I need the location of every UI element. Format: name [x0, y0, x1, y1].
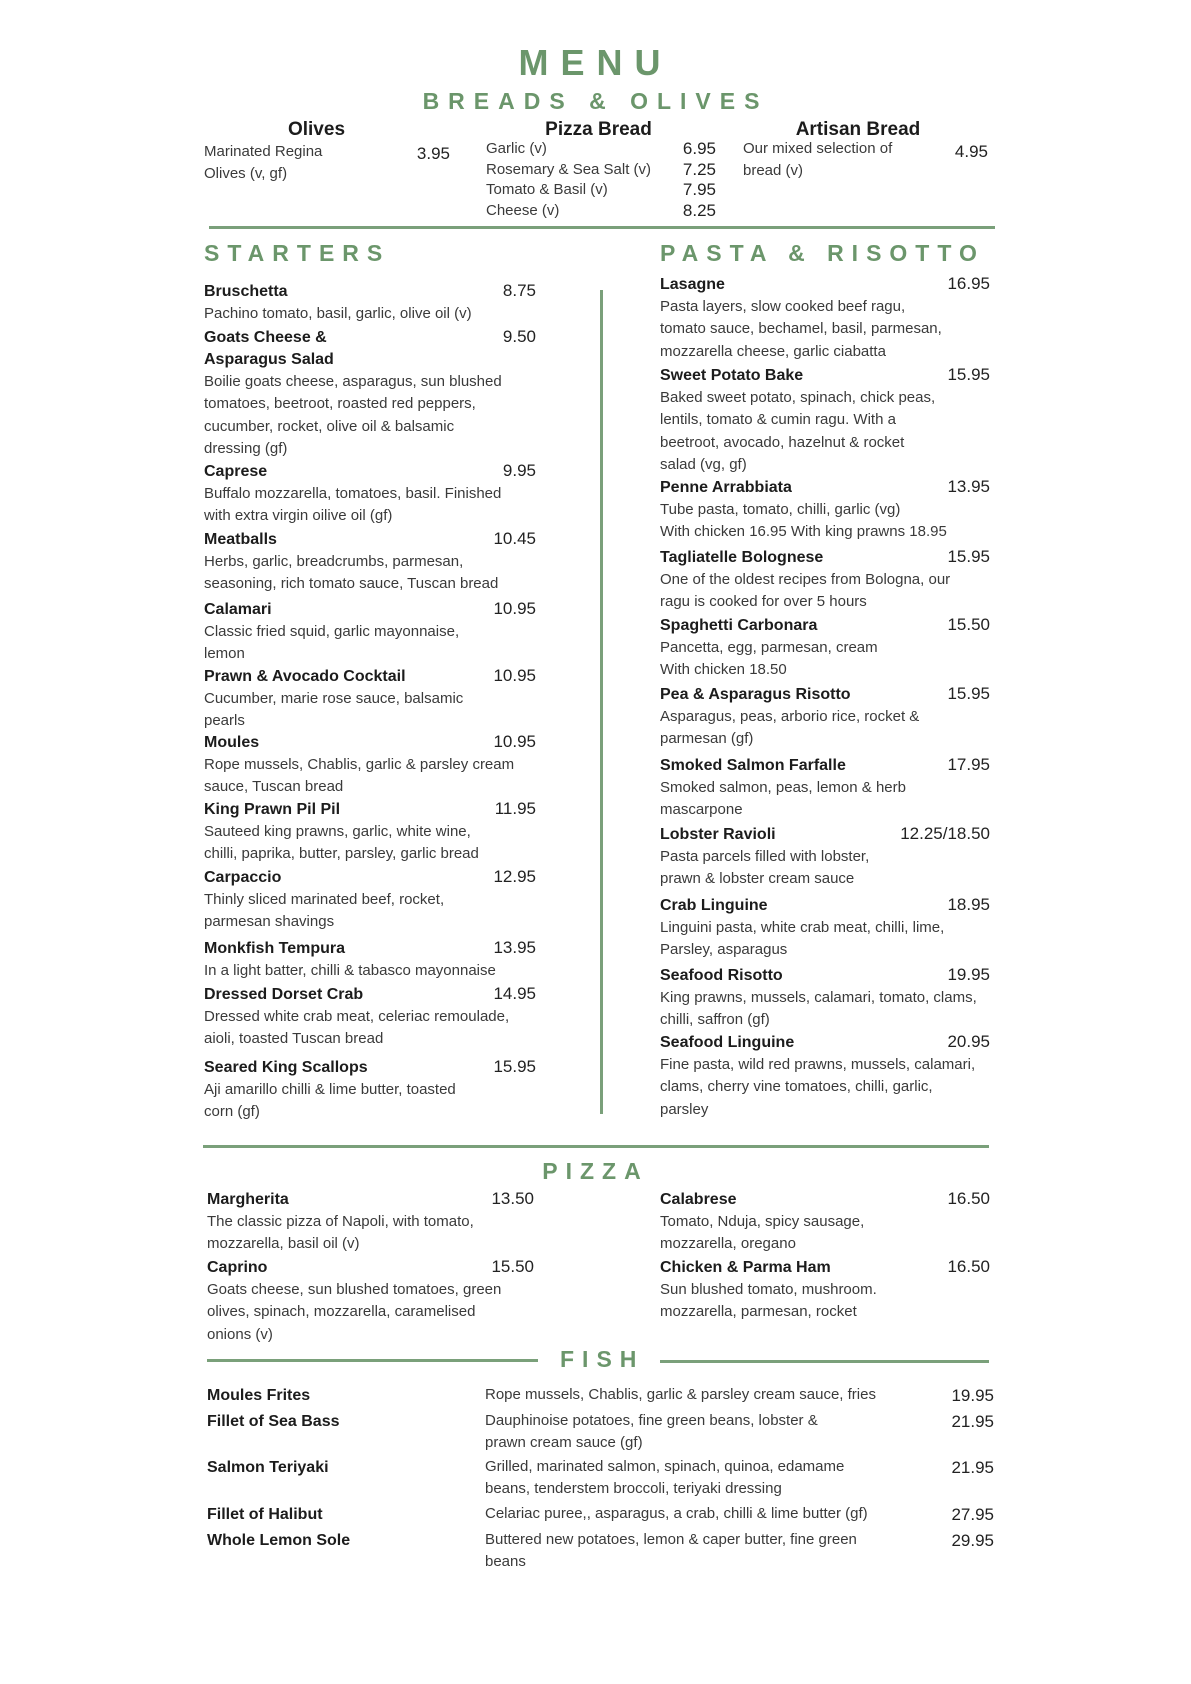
item-price: 15.50	[491, 1257, 534, 1276]
item-desc: King prawns, mussels, calamari, tomato, clams, chilli, saffron (gf)	[660, 989, 977, 1029]
item-price: 16.95	[947, 274, 990, 293]
item-name: Pea & Asparagus Risotto	[660, 686, 851, 703]
menu-title: MENU	[518, 42, 673, 83]
item-name: Seafood Linguine	[660, 1034, 795, 1051]
menu-item	[660, 1189, 990, 1256]
item-name: Prawn & Avocado Cocktail	[204, 668, 406, 685]
item-price: 13.95	[947, 477, 990, 496]
menu-item	[660, 615, 990, 682]
item-desc: Sun blushed tomato, mushroom. mozzarella, parmesan, rocket	[660, 1281, 877, 1321]
item-desc: Tube pasta, tomato, chilli, garlic (vg) With chicken 16.95 With king prawns 18.95	[660, 501, 947, 541]
item-name: Lasagne	[660, 276, 725, 293]
item-price: 20.95	[947, 1032, 990, 1051]
menu-item	[660, 547, 990, 614]
item-price: 16.50	[947, 1189, 990, 1208]
item-price: 9.95	[502, 461, 536, 480]
item-price: 6.95	[682, 139, 716, 158]
item-price: 15.95	[493, 1057, 536, 1076]
item-name: Caprino	[207, 1259, 268, 1276]
menu-item	[204, 1057, 536, 1124]
column-divider	[600, 290, 603, 1114]
menu-item	[204, 732, 536, 799]
item-desc: Buttered new potatoes, lemon & caper butter, fine green beans	[485, 1531, 857, 1571]
item-desc: Herbs, garlic, breadcrumbs, parmesan, seasoning, rich tomato sauce, Tuscan bread	[204, 553, 499, 593]
menu-item	[204, 529, 536, 596]
artisan-bread-title: Artisan Bread	[795, 119, 921, 140]
menu-item	[204, 666, 536, 733]
menu-item	[660, 274, 990, 363]
menu-item	[660, 895, 990, 962]
item-desc: Asparagus, peas, arborio rice, rocket & parmesan (gf)	[660, 708, 920, 748]
pizza-bread-item	[486, 160, 716, 181]
menu-item	[204, 938, 536, 982]
menu-item	[204, 599, 536, 666]
item-price: 19.95	[947, 965, 990, 984]
item-desc: Tomato, Nduja, spicy sausage, mozzarella, oregano	[660, 1213, 865, 1253]
item-name: King Prawn Pil Pil	[204, 801, 341, 818]
item-price: 15.50	[947, 615, 990, 634]
menu-item	[660, 965, 990, 1032]
item-price: 8.75	[502, 281, 536, 300]
item-name: Meatballs	[204, 531, 277, 548]
menu-item	[204, 461, 536, 528]
item-price: 15.95	[947, 684, 990, 703]
item-desc: Goats cheese, sun blushed tomatoes, green olives, spinach, mozzarella, caramelised onions (v)	[207, 1281, 502, 1343]
menu-item	[204, 281, 536, 325]
menu-item	[660, 824, 990, 891]
item-price: 10.95	[493, 599, 536, 618]
item-desc: Cucumber, marie rose sauce, balsamic pearls	[204, 690, 464, 730]
menu-item	[660, 1257, 990, 1324]
pizza-bread-title: Pizza Bread	[545, 119, 652, 140]
item-desc: Pasta layers, slow cooked beef ragu, tomato sauce, bechamel, basil, parmesan, mozzarella cheese, garlic ciabatta	[660, 298, 942, 360]
item-desc: Baked sweet potato, spinach, chick peas, lentils, tomato & cumin ragu. With a beetroot, avocado, hazelnut & rocket salad (vg, gf)	[660, 389, 936, 474]
menu-item	[207, 1189, 534, 1256]
item-desc: Rope mussels, Chablis, garlic & parsley cream sauce, Tuscan bread	[204, 756, 515, 796]
item-name: Penne Arrabbiata	[660, 479, 792, 496]
item-name: Chicken & Parma Ham	[660, 1259, 831, 1276]
item-name: Garlic (v)	[486, 140, 547, 157]
pizza-bread-item	[486, 180, 716, 201]
pizza-heading: PIZZA	[542, 1158, 649, 1184]
item-desc: Linguini pasta, white crab meat, chilli, lime, Parsley, asparagus	[660, 919, 945, 959]
item-name: Salmon Teriyaki	[207, 1459, 329, 1476]
item-name: Calabrese	[660, 1191, 737, 1208]
item-price: 12.95	[493, 867, 536, 886]
menu-item	[660, 755, 990, 822]
item-price: 10.95	[493, 732, 536, 751]
item-desc: Sauteed king prawns, garlic, white wine, chilli, paprika, butter, parsley, garlic bread	[204, 823, 479, 863]
item-price: 7.95	[682, 180, 716, 199]
item-price: 17.95	[947, 755, 990, 774]
artisan-bread-price: 4.95	[954, 142, 988, 161]
pasta-heading: PASTA & RISOTTO	[660, 240, 985, 266]
item-desc: Pachino tomato, basil, garlic, olive oil (v)	[204, 305, 472, 322]
item-name: Seafood Risotto	[660, 967, 783, 984]
menu-item	[207, 1257, 534, 1346]
item-desc: Fine pasta, wild red prawns, mussels, calamari, clams, cherry vine tomatoes, chilli, garlic, parsley	[660, 1056, 976, 1118]
item-desc: The classic pizza of Napoli, with tomato, mozzarella, basil oil (v)	[207, 1213, 474, 1253]
item-name: Crab Linguine	[660, 897, 768, 914]
item-price: 19.95	[951, 1386, 994, 1405]
item-price: 18.95	[947, 895, 990, 914]
item-name: Sweet Potato Bake	[660, 367, 804, 384]
fish-heading: FISH	[560, 1346, 645, 1372]
item-name: Dressed Dorset Crab	[204, 986, 364, 1003]
olives-price: 3.95	[416, 144, 450, 163]
item-name: Carpaccio	[204, 869, 282, 886]
item-price: 16.50	[947, 1257, 990, 1276]
item-desc: Thinly sliced marinated beef, rocket, parmesan shavings	[204, 891, 445, 931]
item-name: Smoked Salmon Farfalle	[660, 757, 846, 774]
item-name: Caprese	[204, 463, 268, 480]
item-name: Monkfish Tempura	[204, 940, 346, 957]
item-desc: Pancetta, egg, parmesan, cream With chicken 18.50	[660, 639, 878, 679]
item-desc: Classic fried squid, garlic mayonnaise, lemon	[204, 623, 460, 663]
menu-item	[660, 684, 990, 751]
item-desc: Dauphinoise potatoes, fine green beans, lobster & prawn cream sauce (gf)	[485, 1412, 818, 1452]
item-name: Tomato & Basil (v)	[486, 181, 608, 198]
menu-item	[660, 477, 990, 544]
menu-item	[204, 984, 536, 1051]
item-desc: Celariac puree,, asparagus, a crab, chilli & lime butter (gf)	[485, 1505, 868, 1522]
item-price: 12.25/18.50	[900, 824, 990, 843]
item-name: Seared King Scallops	[204, 1059, 368, 1076]
item-name: Lobster Ravioli	[660, 826, 776, 843]
item-price: 10.95	[493, 666, 536, 685]
menu-item	[204, 799, 536, 866]
item-desc: In a light batter, chilli & tabasco mayonnaise	[204, 962, 496, 979]
item-price: 13.50	[491, 1189, 534, 1208]
item-price: 27.95	[951, 1505, 994, 1524]
pizza-bread-list	[486, 139, 716, 221]
divider	[203, 1145, 989, 1148]
item-price: 21.95	[951, 1412, 994, 1431]
breads-heading: BREADS & OLIVES	[422, 88, 769, 114]
item-price: 8.25	[682, 200, 716, 220]
item-desc: Boilie goats cheese, asparagus, sun blushed tomatoes, beetroot, roasted red peppers, cucumber, rocket, olive oil & balsamic dressing (gf)	[204, 373, 502, 458]
item-name: Whole Lemon Sole	[207, 1532, 351, 1549]
item-price: 9.50	[502, 327, 536, 346]
item-name: Margherita	[207, 1191, 289, 1208]
item-price: 29.95	[951, 1531, 994, 1550]
menu-item	[204, 327, 536, 461]
item-name: Bruschetta	[204, 283, 288, 300]
item-name: Fillet of Halibut	[207, 1506, 323, 1523]
divider	[209, 226, 995, 229]
item-name: Moules	[204, 734, 260, 751]
item-desc: Rope mussels, Chablis, garlic & parsley cream sauce, fries	[485, 1386, 876, 1403]
item-name: Rosemary & Sea Salt (v)	[486, 160, 652, 178]
menu-item	[660, 365, 990, 477]
item-name: Calamari	[204, 601, 272, 618]
item-name: Moules Frites	[207, 1387, 311, 1404]
item-price: 15.95	[947, 547, 990, 566]
artisan-bread-desc: Our mixed selection of bread (v)	[743, 140, 893, 179]
item-desc: Smoked salmon, peas, lemon & herb mascarpone	[660, 779, 906, 819]
item-name: Fillet of Sea Bass	[207, 1413, 340, 1430]
item-name: Goats Cheese & Asparagus Salad	[204, 329, 334, 368]
divider	[660, 1360, 989, 1363]
item-desc: Buffalo mozzarella, tomatoes, basil. Finished with extra virgin oilive oil (gf)	[204, 485, 502, 525]
item-desc: Aji amarillo chilli & lime butter, toasted corn (gf)	[204, 1081, 456, 1121]
olives-title: Olives	[287, 119, 346, 140]
item-price: 13.95	[493, 938, 536, 957]
olives-desc: Marinated Regina Olives (v, gf)	[204, 143, 323, 182]
pizza-bread-item	[486, 139, 716, 160]
item-desc: Grilled, marinated salmon, spinach, quinoa, edamame beans, tenderstem broccoli, teriyaki dressing	[485, 1458, 845, 1498]
item-name: Spaghetti Carbonara	[660, 617, 818, 634]
item-desc: One of the oldest recipes from Bologna, our ragu is cooked for over 5 hours	[660, 571, 951, 611]
item-desc: Dressed white crab meat, celeriac remoulade, aioli, toasted Tuscan bread	[204, 1008, 510, 1048]
item-desc: Pasta parcels filled with lobster, prawn & lobster cream sauce	[660, 848, 870, 888]
item-price: 14.95	[493, 984, 536, 1003]
item-price: 10.45	[493, 529, 536, 548]
item-name: Cheese (v)	[486, 201, 560, 219]
item-price: 15.95	[947, 365, 990, 384]
item-price: 21.95	[951, 1458, 994, 1477]
item-name: Tagliatelle Bolognese	[660, 549, 824, 566]
pizza-bread-item	[486, 201, 716, 222]
menu-item	[660, 1032, 990, 1121]
item-price: 11.95	[494, 799, 536, 818]
divider	[207, 1359, 538, 1362]
item-price: 7.25	[682, 159, 716, 179]
menu-item	[204, 867, 536, 934]
starters-heading: STARTERS	[204, 240, 391, 266]
